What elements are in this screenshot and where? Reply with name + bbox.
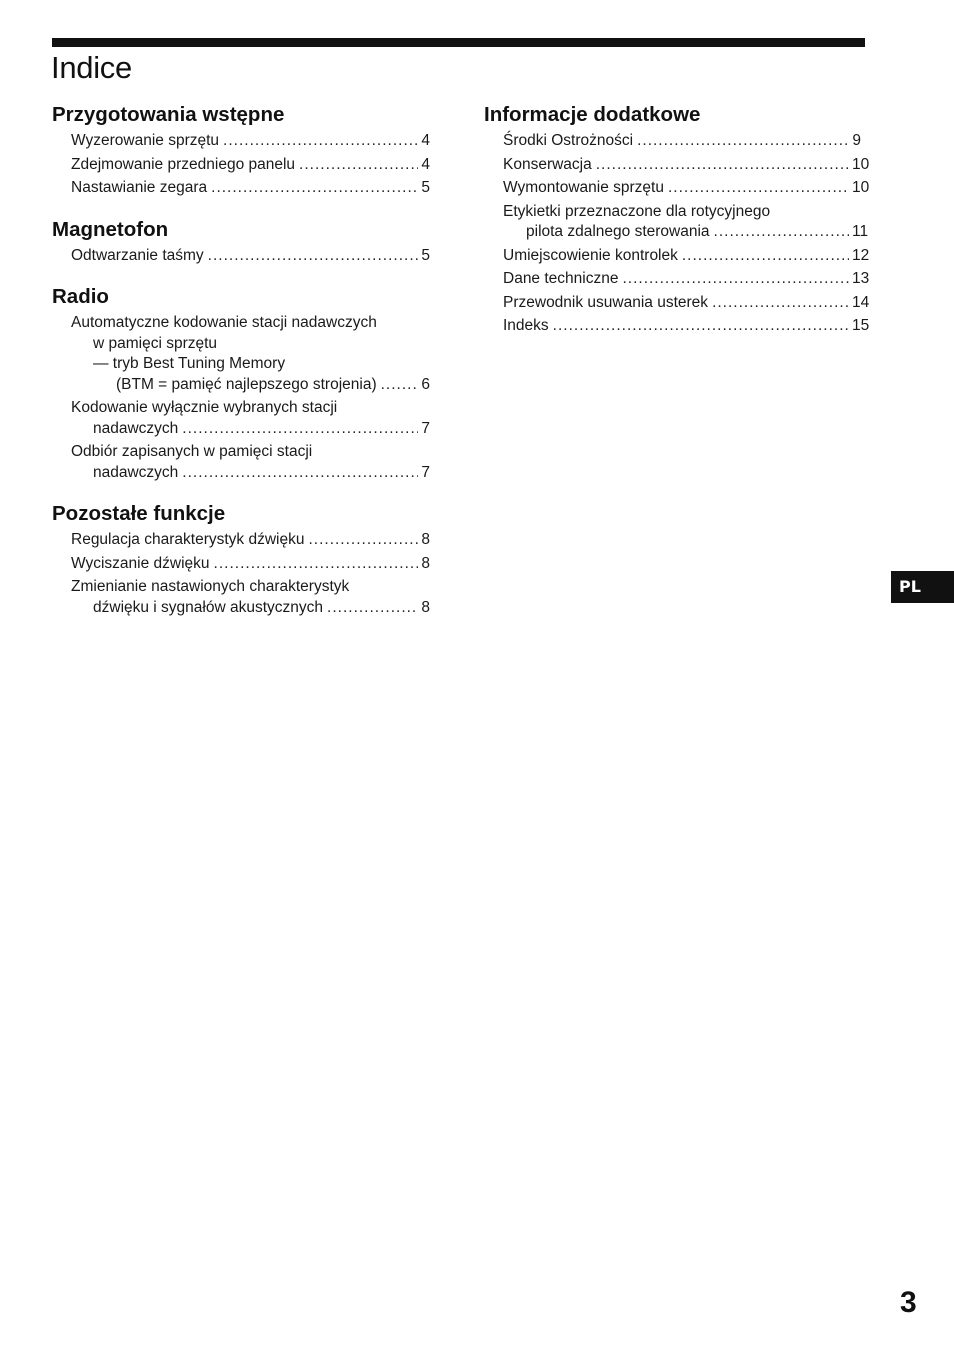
- section-heading: Magnetofon: [52, 217, 169, 241]
- toc-entry-text: Odtwarzanie taśmy: [71, 246, 204, 264]
- toc-entry-line: [52, 131, 430, 152]
- toc-page-number: 7: [421, 463, 430, 481]
- toc-entry-text: w pamięci sprzętu: [93, 334, 218, 352]
- toc-entry-text: Odbiór zapisanych w pamięci stacji: [71, 443, 313, 460]
- toc-entry-text: Automatyczne kodowanie stacji nadawczych: [71, 314, 377, 331]
- toc-entry-line: [484, 155, 870, 176]
- toc-entry-text: (BTM = pamięć najlepszego strojenia): [116, 375, 377, 393]
- toc-entry-line: [52, 442, 430, 463]
- toc-entry-line: [484, 222, 869, 243]
- toc-entry[interactable]: [52, 577, 430, 618]
- toc-page-number: 15: [852, 317, 870, 334]
- toc-entry-line: [484, 246, 870, 267]
- toc-entry[interactable]: [484, 293, 870, 314]
- dot-leader: [299, 155, 418, 176]
- toc-page-number: 6: [421, 375, 430, 393]
- toc-entry[interactable]: [484, 316, 870, 337]
- toc-entry-line: [52, 375, 430, 396]
- section-heading: Informacje dodatkowe: [484, 103, 701, 126]
- toc-entry-line: [52, 246, 430, 267]
- toc-page-number: 5: [421, 246, 430, 264]
- toc-entry[interactable]: [484, 246, 870, 267]
- toc-entry-text: Przewodnik usuwania usterek: [503, 293, 709, 311]
- toc-entry-line: [484, 178, 870, 199]
- toc-entry-text: pilota zdalnego sterowania: [526, 223, 710, 240]
- toc-entry-line: [52, 398, 430, 419]
- toc-page-number: 12: [852, 246, 870, 264]
- toc-entry[interactable]: [52, 178, 430, 199]
- toc-page-number: 8: [421, 598, 430, 616]
- toc-entry-text: Środki Ostrożności: [503, 132, 634, 149]
- toc-page-number: 9: [852, 132, 861, 149]
- toc-section: [52, 284, 430, 483]
- toc-entry-line: [52, 530, 430, 551]
- toc-entry[interactable]: [484, 269, 870, 290]
- toc-entry-text: — tryb Best Tuning Memory: [93, 355, 286, 372]
- page-number: 3: [900, 1286, 917, 1319]
- toc-section: [52, 501, 430, 618]
- toc-entry-line: [484, 202, 861, 223]
- dot-leader: [622, 269, 849, 290]
- toc-entry-text: Dane techniczne: [503, 270, 619, 287]
- dot-leader: [182, 419, 418, 440]
- toc-page-number: 11: [852, 223, 869, 240]
- toc-page-number: 8: [421, 554, 430, 572]
- dot-leader: [308, 530, 418, 551]
- dot-leader: [182, 463, 418, 484]
- dot-leader: [668, 178, 849, 199]
- toc-entry-text: Zdejmowanie przedniego panelu: [71, 155, 296, 173]
- toc-entry-line: [52, 463, 430, 484]
- section-heading: Radio: [52, 285, 109, 308]
- toc-entry[interactable]: [484, 155, 870, 176]
- toc-page-number: 13: [852, 270, 870, 287]
- toc-entry[interactable]: [52, 398, 430, 439]
- toc-page-number: 10: [852, 155, 870, 173]
- toc-page-number: 7: [421, 419, 430, 437]
- toc-entry[interactable]: [52, 530, 430, 551]
- toc-entry-text: Kodowanie wyłącznie wybranych stacji: [71, 399, 338, 416]
- toc-entry-text: Umiejscowienie kontrolek: [503, 246, 678, 264]
- toc-entry-text: Etykietki przeznaczone dla rotycyjnego: [503, 202, 771, 220]
- toc-entry-line: [52, 577, 430, 598]
- toc-entry-line: [52, 354, 430, 375]
- toc-entry-text: Wymontowanie sprzętu: [503, 179, 664, 196]
- toc-entry-line: [52, 178, 430, 199]
- toc-entry[interactable]: [484, 178, 870, 199]
- toc-entry[interactable]: [52, 246, 430, 267]
- toc-page-number: 8: [421, 531, 430, 548]
- dot-leader: [553, 316, 849, 337]
- page-title: Indice: [51, 50, 132, 85]
- section-heading: Przygotowania wstępne: [52, 103, 285, 126]
- toc-entry-line: [484, 269, 870, 290]
- toc-page-number: 10: [852, 179, 870, 196]
- toc-entry[interactable]: [52, 554, 430, 575]
- language-tab: PL: [891, 571, 954, 603]
- toc-entry-text: nadawczych: [93, 463, 179, 481]
- toc-page-number: 5: [421, 179, 430, 196]
- section-heading: Pozostałe funkcje: [52, 502, 226, 525]
- toc-entry-line: [52, 419, 430, 440]
- toc-entry[interactable]: [52, 131, 430, 152]
- toc-page-number: 4: [421, 132, 430, 149]
- top-rule: [52, 38, 865, 47]
- toc-entry[interactable]: [52, 155, 430, 176]
- toc-entry[interactable]: [484, 131, 861, 152]
- dot-leader: [381, 375, 418, 396]
- toc-entry-text: Wyzerowanie sprzętu: [71, 132, 220, 149]
- toc-entry-text: Nastawianie zegara: [71, 179, 208, 196]
- dot-leader: [223, 131, 418, 152]
- toc-entry-text: Wyciszanie dźwięku: [71, 554, 210, 572]
- dot-leader: [712, 293, 849, 314]
- toc-entry-text: Zmienianie nastawionych charakterystyk: [71, 578, 350, 595]
- toc-entry-text: Konserwacja: [503, 155, 592, 173]
- toc-entry-line: [484, 293, 870, 314]
- dot-leader: [637, 131, 849, 152]
- toc-left-column: [52, 102, 430, 636]
- dot-leader: [214, 554, 418, 575]
- dot-leader: [596, 155, 849, 176]
- toc-section: [484, 102, 870, 337]
- toc-entry-text: Regulacja charakterystyk dźwięku: [71, 531, 305, 548]
- toc-entry[interactable]: [52, 442, 430, 483]
- toc-entry-line: [484, 316, 870, 337]
- toc-section: [52, 102, 430, 199]
- toc-entry-line: [52, 554, 430, 575]
- dot-leader: [211, 178, 418, 199]
- toc-entry-line: [52, 313, 430, 334]
- toc-page-number: 14: [852, 293, 870, 311]
- toc-entry[interactable]: [484, 202, 869, 243]
- dot-leader: [327, 598, 418, 619]
- toc-entry[interactable]: [52, 313, 430, 395]
- toc-entry-text: Indeks: [503, 317, 549, 334]
- dot-leader: [682, 246, 849, 267]
- dot-leader: [714, 222, 849, 243]
- dot-leader: [208, 246, 418, 267]
- toc-entry-line: [52, 334, 430, 355]
- toc-entry-text: dźwięku i sygnałów akustycznych: [93, 598, 324, 616]
- toc-entry-line: [484, 131, 861, 152]
- toc-page-number: 4: [421, 155, 430, 173]
- toc-right-column: [484, 102, 870, 355]
- toc-section: [52, 217, 430, 267]
- toc-entry-line: [52, 598, 430, 619]
- toc-entry-text: nadawczych: [93, 419, 179, 437]
- toc-entry-line: [52, 155, 430, 176]
